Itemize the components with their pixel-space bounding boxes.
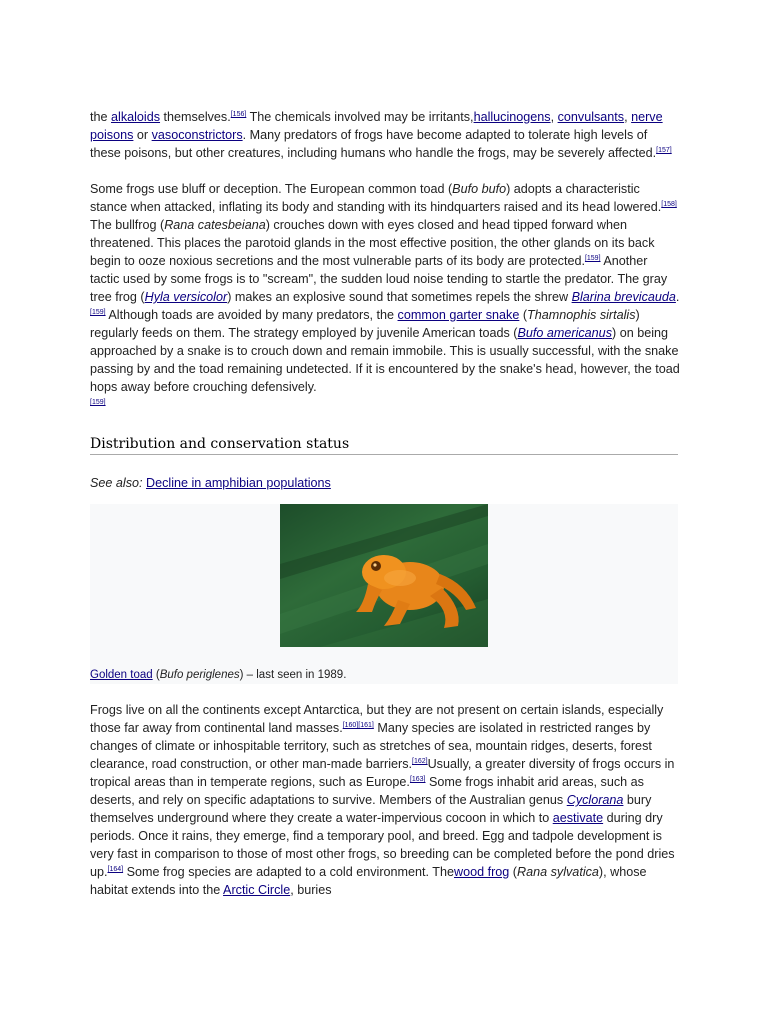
paragraph-gap: [90, 162, 680, 180]
italic-species: Bufo bufo: [452, 182, 507, 196]
text: (: [152, 669, 160, 681]
citation-link[interactable]: [162]: [412, 757, 428, 765]
text: , buries: [290, 883, 332, 897]
text: .: [675, 290, 680, 304]
text: ,: [550, 110, 558, 124]
text: ,: [624, 110, 632, 124]
figure-caption: [90, 668, 346, 682]
link-cyclorana[interactable]: Cyclorana: [566, 793, 624, 807]
citation-link[interactable]: [156]: [230, 110, 247, 118]
text: bury themselves underground where they create a water-impervious cocoon in which to: [90, 793, 652, 825]
golden-toad-image: [280, 504, 488, 647]
text: Some frog species are adapted to a cold environment. The: [123, 865, 454, 879]
text: (: [519, 308, 528, 322]
link-hyla-versicolor[interactable]: Hyla versicolor: [144, 290, 228, 304]
see-also-hatnote: [90, 474, 680, 492]
link-convulsants[interactable]: convulsants: [557, 110, 625, 124]
text: Frogs live on all the continents except Antarctica, but they are not present on certain islands, especially those far away from continental land masses.: [90, 703, 664, 735]
paragraph-bluff-deception: [90, 180, 680, 414]
link-blarina-brevicauda[interactable]: Blarina brevicauda: [571, 290, 676, 304]
text: ) makes an explosive sound that sometimes repels the shrew: [227, 290, 572, 304]
text: during dry periods. Once it rains, they emerge, find a temporary pool, and breed. Egg and tadpole development is very fast in comparison to those of most other frogs, so breeding can be completed before the pond dries up.: [90, 811, 675, 879]
text: Many species are isolated in restricted ranges by changes of climate or inhospitable territory, such as stretches of sea, mountain ridges, deserts, forest clearance, road construction, or other man-made barriers.: [90, 721, 652, 771]
paragraph-defense-chemicals: [90, 108, 680, 162]
text: or: [133, 128, 152, 142]
italic-species: Rana catesbeiana: [164, 218, 266, 232]
text: ) adopts a characteristic stance when attacked, inflating its body and standing with its hindquarters raised and its head lowered.: [90, 182, 662, 214]
text: Some frogs use bluff or deception. The European common toad (: [90, 182, 453, 196]
citation-link[interactable]: [160][161]: [342, 721, 374, 729]
citation-link[interactable]: [159]: [584, 254, 601, 262]
italic-species: Rana sylvatica: [517, 865, 599, 879]
text: the: [90, 110, 112, 124]
link-bufo-americanus[interactable]: Bufo americanus: [517, 326, 612, 340]
citation-link[interactable]: [158]: [661, 200, 677, 208]
link-arctic-circle[interactable]: Arctic Circle: [223, 883, 291, 897]
golden-toad-photo[interactable]: [280, 504, 488, 647]
figure-golden-toad: [90, 504, 678, 684]
citation-link[interactable]: [159]: [90, 308, 106, 316]
italic-species: Bufo periglenes: [159, 669, 240, 681]
text: Although toads are avoided by many predators, the: [105, 308, 398, 322]
link-golden-toad[interactable]: Golden toad: [90, 669, 153, 681]
link-alkaloids[interactable]: alkaloids: [111, 110, 161, 124]
text: themselves.: [160, 110, 231, 124]
text: ), whose habitat extends into the: [90, 865, 647, 897]
link-aestivate[interactable]: aestivate: [552, 811, 604, 825]
text: Usually, a greater diversity of frogs occurs in tropical areas than in temperate regions, such as Europe.: [90, 757, 675, 789]
citation-link[interactable]: [159]: [90, 398, 106, 406]
text: . Many predators of frogs have become adapted to tolerate high levels of these poisons, but other creatures, including humans who handle the frogs, may be severely affected.: [90, 128, 657, 160]
citation-link[interactable]: [164]: [107, 865, 124, 873]
citation-link[interactable]: [157]: [656, 146, 672, 154]
link-common-garter-snake[interactable]: common garter snake: [397, 308, 520, 322]
text: Another tactic used by some frogs is to "scream", the sudden loud noise tending to startle the predator. The gray tree frog (: [90, 254, 668, 304]
link-nerve-poisons[interactable]: nerve poisons: [90, 110, 663, 142]
paragraph-distribution: [90, 701, 680, 899]
citation-link[interactable]: [163]: [409, 775, 426, 783]
text: ) regularly feeds on them. The strategy employed by juvenile American toads (: [90, 308, 640, 340]
link-vasoconstrictors[interactable]: vasoconstrictors: [151, 128, 243, 142]
link-hallucinogens[interactable]: hallucinogens: [473, 110, 551, 124]
text: The bullfrog (: [90, 218, 165, 232]
see-also-label: See also:: [90, 476, 147, 490]
link-decline-amphibian-populations[interactable]: Decline in amphibian populations: [146, 476, 331, 490]
article-body: [90, 108, 680, 899]
text: (: [509, 865, 518, 879]
text: ) crouches down with eyes closed and head tipped forward when threatened. This places the parotoid glands in the most effective position, the other glands on its back begin to ooze noxious secretions and the most vulnerable parts of its body are protected.: [90, 218, 655, 268]
text: The chemicals involved may be irritants,: [246, 110, 474, 124]
text: Some frogs inhabit arid areas, such as deserts, and rely on specific adaptations to survive. Members of the Australian genus: [90, 775, 644, 807]
italic-species: Thamnophis sirtalis: [527, 308, 636, 322]
text: ) on being approached by a snake is to crouch down and remain immobile. This is usually successful, with the snake passing by and the toad remaining undetected. If it is encountered by the snake's head, however, the toad hops away before crouching defensively.: [90, 326, 680, 394]
text: ) – last seen in 1989.: [239, 669, 347, 681]
section-heading: Distribution and conservation status: [90, 436, 678, 455]
link-wood-frog[interactable]: wood frog: [454, 865, 510, 879]
